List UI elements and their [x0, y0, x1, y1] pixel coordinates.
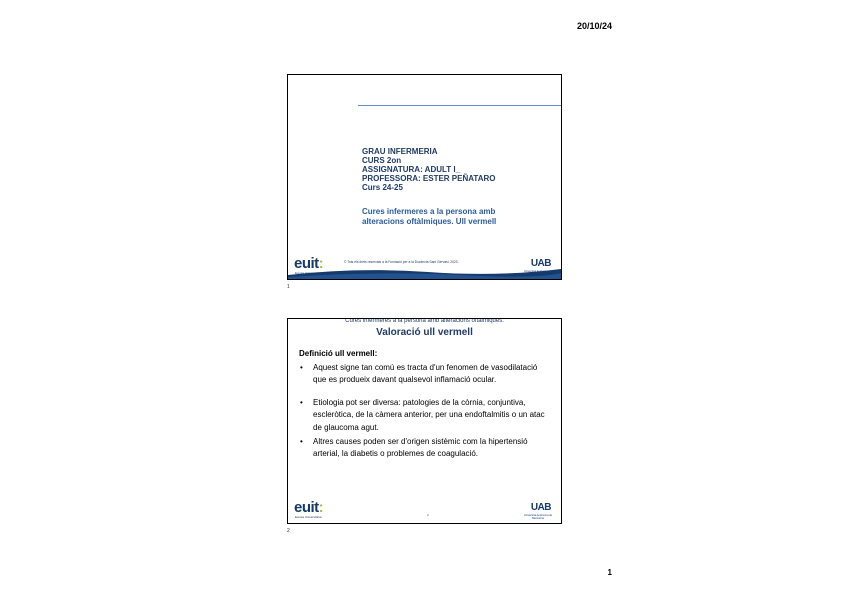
slide-subtitle: Cures infermeres a la persona amb alteracions oftàlmiques.: [345, 318, 504, 324]
slide-title: Valoració ull vermell: [376, 327, 473, 338]
bullet-icon: •: [300, 437, 303, 447]
copyright-notice: © Tots els drets reservats a la Fundació per a la Docència Sant Gervasi, 2023.: [344, 260, 459, 264]
bullet-text: Etiologia pot ser diversa: patologies de la còrnia, conjuntiva, escleròtica, de la càmera anterior, per una endoftalmitis o un atac de glaucoma agut.: [313, 397, 545, 432]
print-date: 20/10/24: [576, 21, 612, 31]
euit-logo-subtitle: Escola Universitària: [295, 271, 322, 275]
slide-2: [287, 318, 562, 524]
bullet-list: [299, 362, 549, 461]
bullet-item: [299, 397, 549, 434]
slide-title: [362, 207, 542, 227]
uab-logo: UAB: [530, 502, 551, 513]
uab-logo-subtitle: Universitat Autònoma de Barcelona: [523, 270, 553, 276]
slide-footer-number: 2: [427, 513, 429, 517]
bullet-item: [299, 436, 549, 461]
course-info-line: CURS 2on: [362, 156, 402, 165]
uab-logo: UAB: [530, 258, 551, 269]
euit-logo: euit:: [294, 499, 324, 516]
bullet-item: [299, 362, 549, 387]
slide-1: [287, 74, 562, 280]
bullet-text: Altres causes poden ser d'origen sistèmic com la hipertensió arterial, la diabetis o problemes de coagulació.: [313, 437, 528, 459]
course-info-line: GRAU INFERMERIA: [362, 147, 438, 156]
course-info-line: PROFESSORA: ESTER PEÑATARO: [362, 174, 496, 183]
uab-logo-subtitle: Universitat Autònoma de Barcelona: [523, 514, 553, 520]
slide-number: 2: [287, 528, 290, 534]
bullet-icon: •: [300, 397, 303, 407]
slide-number: 1: [287, 284, 290, 290]
course-info-line: Curs 24-25: [362, 183, 403, 192]
page-number: 1: [607, 568, 612, 577]
course-info-line: ASSIGNATURA: ADULT I_: [362, 165, 461, 174]
bullet-icon: •: [300, 363, 303, 372]
slide-title-line: Cures infermeres a la persona amb: [362, 207, 496, 216]
footer-wave: [288, 265, 561, 279]
bullet-text: Aquest signe tan comú es tracta d'un fenomen de vasodilatació que es produeix davant qualsevol inflamació ocular.: [313, 363, 538, 385]
course-info: [362, 147, 552, 192]
decorative-line: [358, 105, 561, 106]
slide-title-line: alteracions oftàlmiques. Ull vermell: [362, 217, 497, 226]
euit-logo: euit:: [294, 255, 324, 272]
definition-label: Definició ull vermell:: [299, 349, 378, 358]
euit-logo-subtitle: Escola Universitària: [295, 515, 322, 519]
slide-footer: [288, 243, 561, 279]
